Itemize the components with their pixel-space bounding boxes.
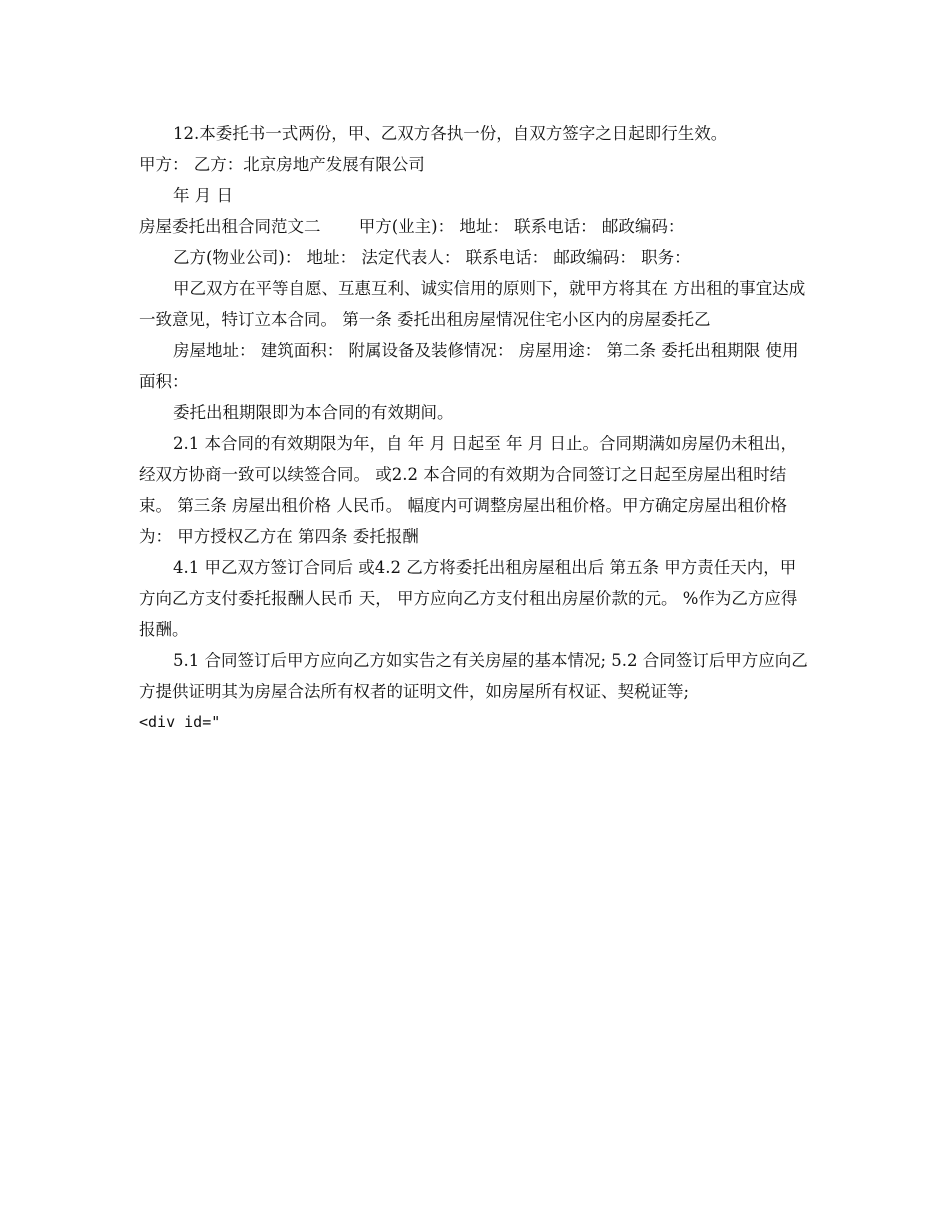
paragraph-stray-markup: <div id=" <box>139 713 221 731</box>
paragraph-clause-12: 12.本委托书一式两份，甲、乙双方各执一份，自双方签字之日起即行生效。 <box>173 124 728 143</box>
paragraph-property-details: 房屋地址： 建筑面积： 附属设备及装修情况： 房屋用途： 第二条 委托出租期限 使用面积： <box>139 341 799 391</box>
paragraph-party-a-duties: 5.1 合同签订后甲方应向乙方如实告之有关房屋的基本情况; 5.2 合同签订后甲方应向乙方提供证明其为房屋合法所有权者的证明文件，如房屋所有权证、契税证等; <box>139 651 808 701</box>
paragraph-signatories: 甲方： 乙方：北京房地产发展有限公司 <box>139 155 425 174</box>
paragraph-validity-price: 2.1 本合同的有效期限为年，自 年 月 日起至 年 月 日止。合同期满如房屋仍未租出，经双方协商一致可以续签合同。 或2.2 本合同的有效期为合同签订之日起至房屋出租时结束。 第三条 房屋出租价格 人民币。 幅度内可调整房屋出租价格。甲方确定房屋出租价格为： 甲方授权乙方在 第四条 委托报酬 <box>139 434 797 546</box>
paragraph-party-b: 乙方(物业公司)： 地址： 法定代表人： 联系电话： 邮政编码： 职务： <box>173 248 691 267</box>
paragraph-contract-title-party-a: 房屋委托出租合同范文二 甲方(业主)： 地址： 联系电话： 邮政编码： <box>139 217 685 236</box>
paragraph-term-period: 委托出租期限即为本合同的有效期间。 <box>173 403 454 422</box>
paragraph-preamble: 甲乙双方在平等自愿、互惠互利、诚实信用的原则下，就甲方将其在 方出租的事宜达成一致意见，特订立本合同。 第一条 委托出租房屋情况住宅小区内的房屋委托乙 <box>139 279 806 329</box>
paragraph-commission: 4.1 甲乙双方签订合同后 或4.2 乙方将委托出租房屋租出后 第五条 甲方责任天内，甲方向乙方支付委托报酬人民币 天， 甲方应向乙方支付租出房屋价款的元。 %作为乙方应得报酬。 <box>139 558 798 639</box>
paragraph-date: 年 月 日 <box>173 186 233 205</box>
document-body <box>139 118 809 738</box>
